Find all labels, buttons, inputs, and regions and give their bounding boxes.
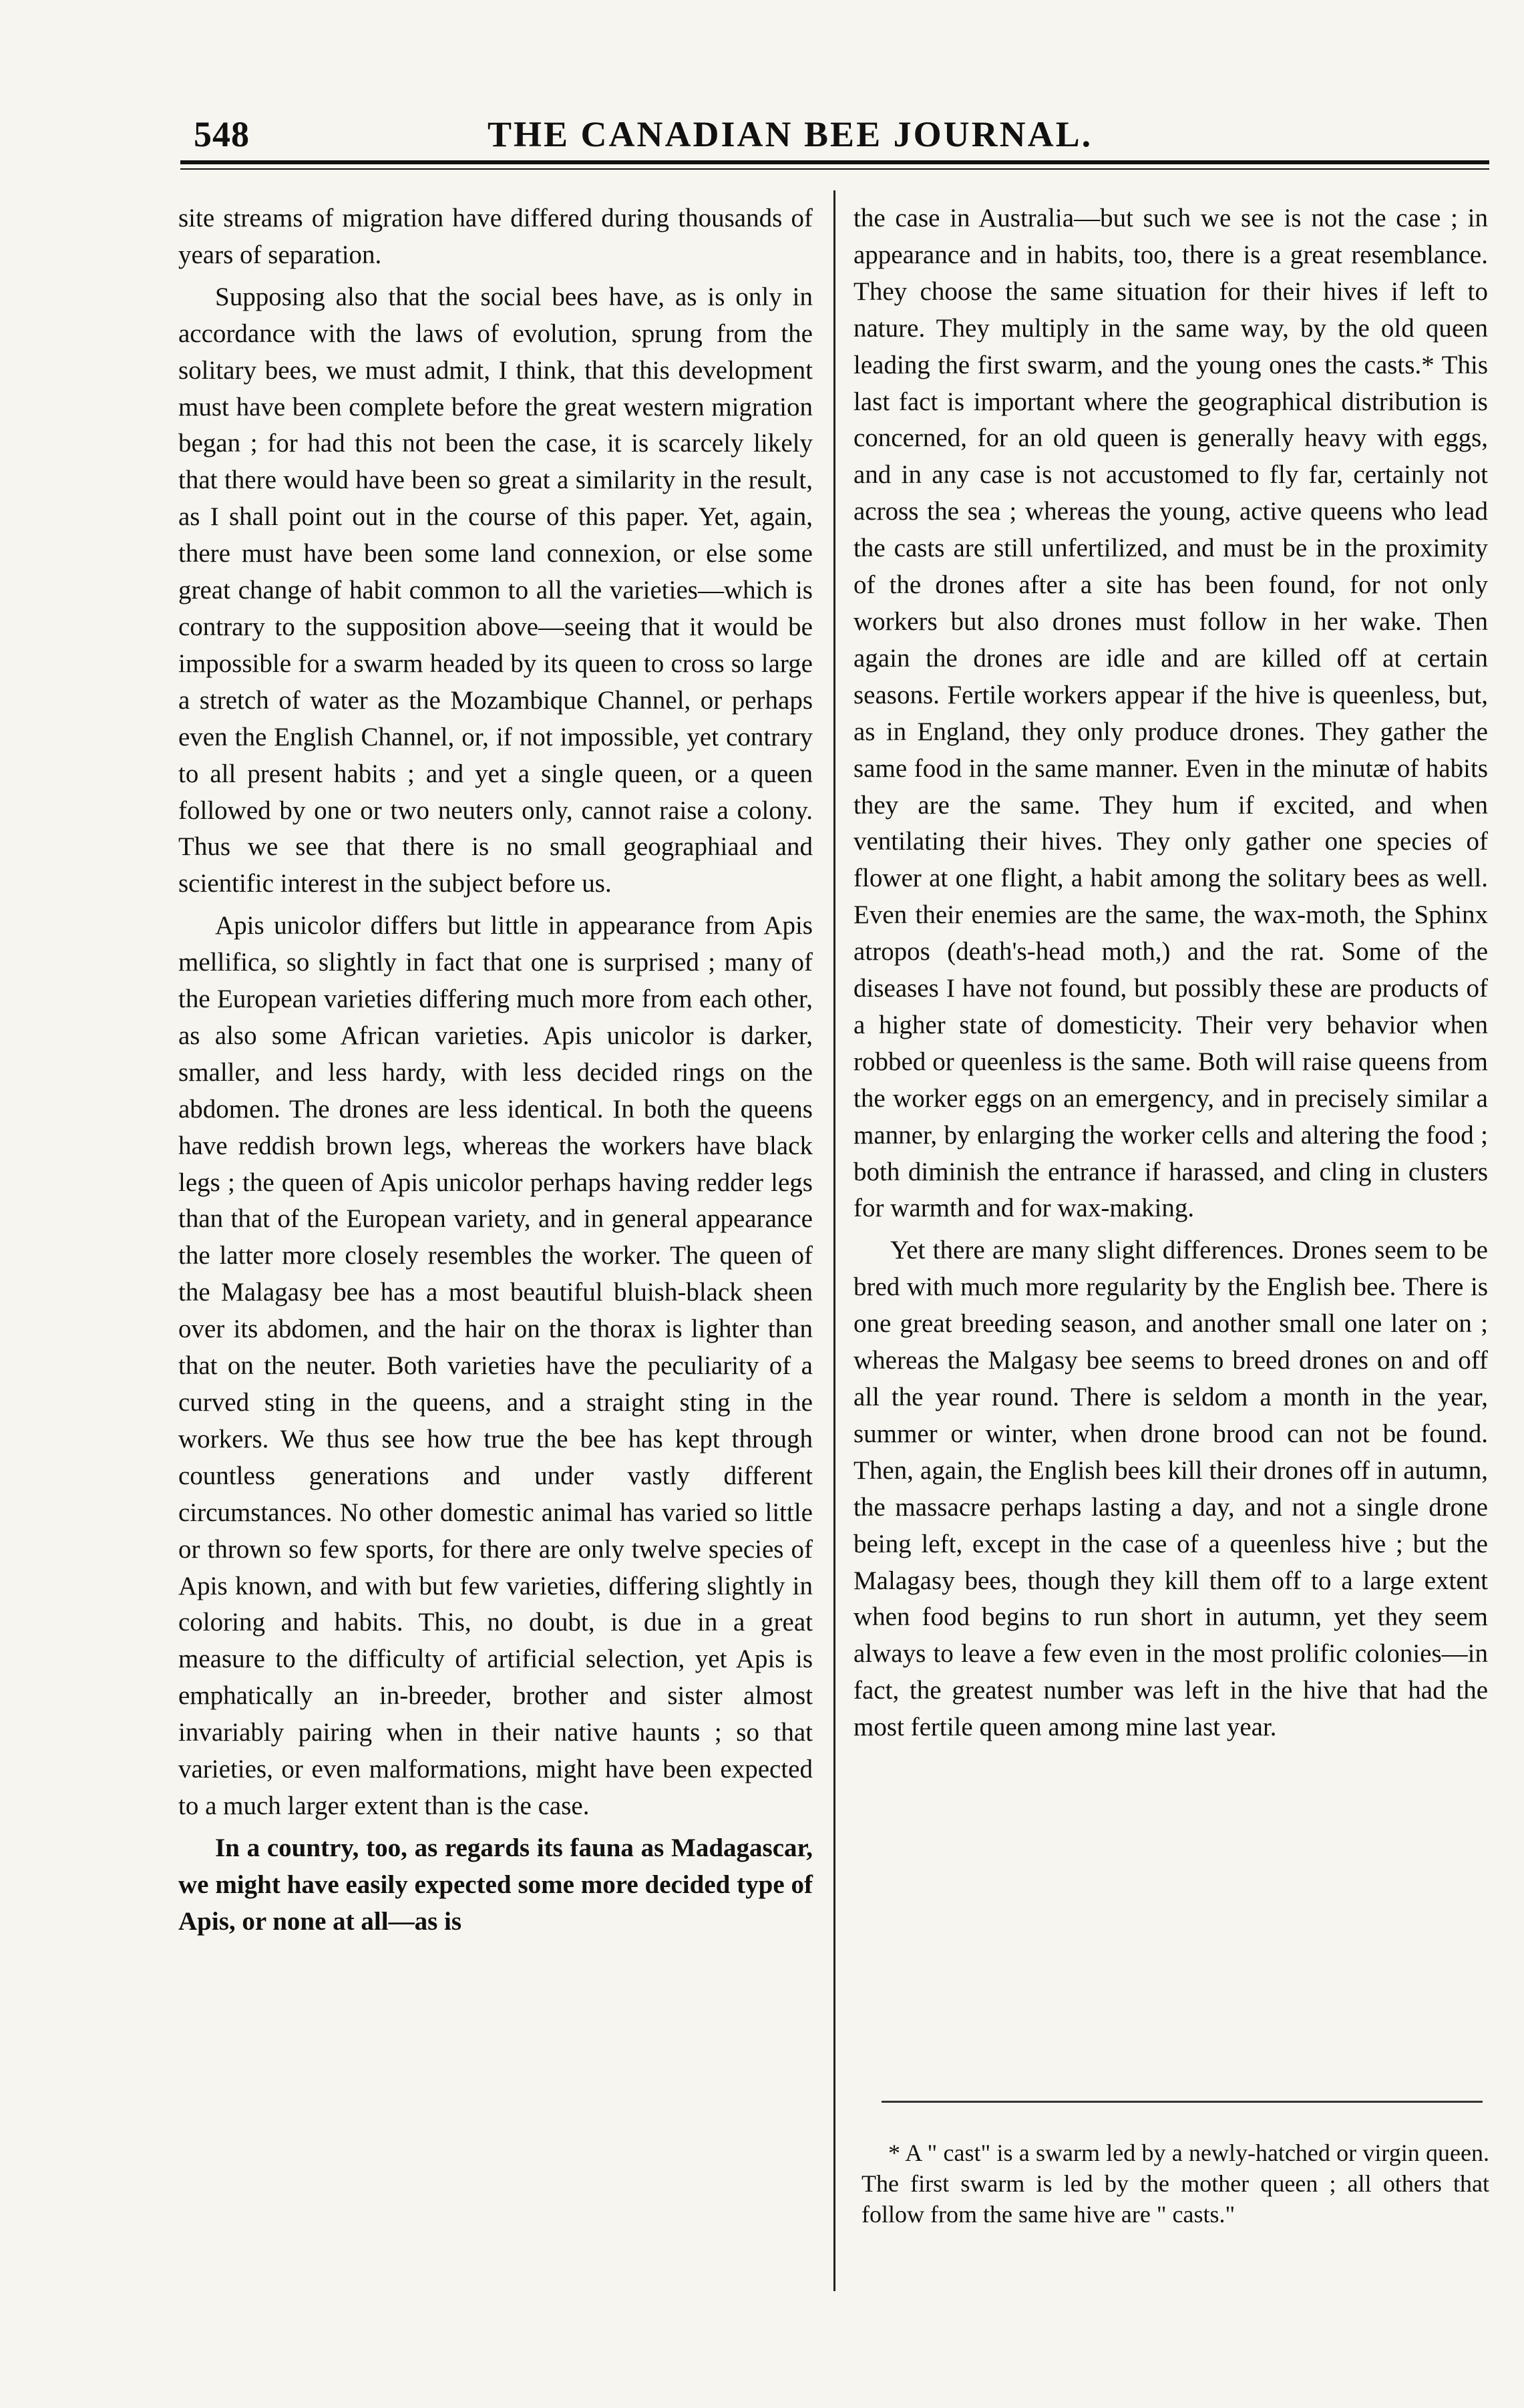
left-paragraph-1: site streams of migration have differed during thousands of years of separation.	[178, 204, 813, 269]
left-column	[178, 200, 813, 1946]
header-rule-thin	[180, 168, 1489, 170]
page-number: 548	[194, 114, 250, 154]
footnote-text: * A " cast" is a swarm led by a newly-hatched or virgin queen. The first swarm is led by the mother queen ; all others that follow from the same hive are " casts."	[862, 2139, 1489, 2228]
footnote-rule	[882, 2101, 1483, 2103]
footnote	[862, 2137, 1489, 2230]
left-paragraph-3: Apis unicolor differs but little in appearance from Apis mellifica, so slightly in fact that one is surprised ; many of the European varieties differing much more from each other, as also some African varieties. Apis unicolor is darker, smaller, and less hardy, with less decided rings on the abdomen. The drones are less identical. In both the queens have reddish brown legs, whereas the workers have black legs ; the queen of Apis unicolor perhaps having redder legs than that of the European variety, and in general appearance the latter more closely resembles the worker. The queen of the Malagasy bee has a most beautiful bluish-black sheen over its abdomen, and the hair on the thorax is lighter than that on the neuter. Both varieties have the peculiarity of a curved sting in the queens, and a straight sting in the workers. We thus see how true the bee has kept through countless generations and under vastly different circumstances. No other domestic animal has varied so little or thrown so few sports, for there are only twelve species of Apis known, and with but few varieties, differing slightly in coloring and habits. This, no doubt, is due in a great measure to the difficulty of artificial selection, yet Apis is emphatically an in-breeder, brother and sister almost invariably pairing when in their native haunts ; so that varieties, or even malformations, might have been expected to a much larger extent than is the case.	[178, 911, 813, 1820]
column-divider	[833, 190, 835, 2291]
right-column	[853, 200, 1488, 1751]
right-paragraph-2: Yet there are many slight differences. Drones seem to be bred with much more regularity by the English bee. There is one great breeding season, and another small one later on ; whereas the Malgasy bee seems to breed drones on and off all the year round. There is seldom a month in the year, summer or winter, when drone brood can not be found. Then, again, the English bees kill their drones off in autumn, the massacre perhaps lasting a day, and not a single drone being left, except in the case of a queenless hive ; but the Malagasy bees, though they kill them off to a large extent when food begins to run short in autumn, yet they seem always to leave a few even in the most prolific colonies—in fact, the greatest number was left in the hive that had the most fertile queen among mine last year.	[853, 1236, 1488, 1742]
left-paragraph-4: In a country, too, as regards its fauna as Madagascar, we might have easily expected some more decided type of Apis, or none at all—as is	[178, 1833, 813, 1936]
right-paragraph-1: the case in Australia—but such we see is not the case ; in appearance and in habits, too, there is a great resemblance. They choose the same situation for their hives if left to nature. They multiply in the same way, by the old queen leading the first swarm, and the young ones the casts.* This last fact is important where the geographical distribution is concerned, for an old queen is generally heavy with eggs, and in any case is not accustomed to fly far, certainly not across the sea ; whereas the young, active queens who lead the casts are still unfertilized, and must be in the proximity of the drones after a site has been found, for not only workers but also drones must follow in her wake. Then again the drones are idle and are killed off at certain seasons. Fertile workers appear if the hive is queenless, but, as in England, they only produce drones. They gather the same food in the same manner. Even in the minutæ of habits they are the same. They hum if excited, and when ventilating their hives. They only gather one species of flower at one flight, a habit among the solitary bees as well. Even their enemies are the same, the wax-moth, the Sphinx atropos (death's-head moth,) and the rat. Some of the diseases I have not found, but possibly these are products of a higher state of domesticity. Their very behavior when robbed or queenless is the same. Both will raise queens from the worker eggs on an emergency, and in precisely similar a manner, by enlarging the worker cells and altering the food ; both diminish the entrance if harassed, and cling in clusters for warmth and for wax-making.	[853, 204, 1488, 1223]
page-header	[194, 114, 1503, 174]
header-rule	[180, 160, 1489, 164]
left-paragraph-2: Supposing also that the social bees have, as is only in accordance with the laws of evolution, sprung from the solitary bees, we must admit, I think, that this development must have been complete before the great western migration began ; for had this not been the case, it is scarcely likely that there would have been so great a similarity in the result, as I shall point out in the course of this paper. Yet, again, there must have been some land connexion, or else some great change of habit common to all the varieties—which is contrary to the supposition above—seeing that it would be impossible for a swarm headed by its queen to cross so large a stretch of water as the Mozambique Channel, or perhaps even the English Channel, or, if not impossible, yet contrary to all present habits ; and yet a single queen, or a queen followed by one or two neuters only, cannot raise a colony. Thus we see that there is no small geographiaal and scientific interest in the subject before us.	[178, 282, 813, 898]
journal-title: THE CANADIAN BEE JOURNAL.	[488, 114, 1093, 154]
